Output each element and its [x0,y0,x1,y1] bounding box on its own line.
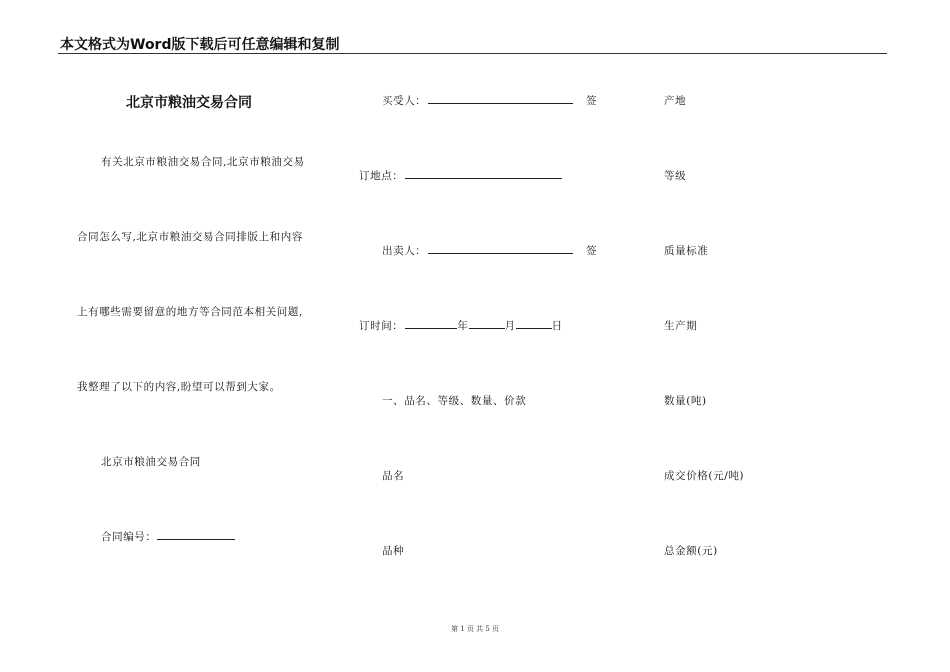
year-blank [405,319,457,329]
intro-line-1: 有关北京市粮油交易合同,北京市粮油交易 [101,156,305,168]
contract-number-blank [157,530,235,540]
seller-row [382,243,573,258]
quality-standard-label: 质量标准 [664,245,709,257]
buyer-blank [428,94,573,104]
intro-line-4: 我整理了以下的内容,盼望可以帮到大家。 [77,381,281,393]
variety-label: 品种 [382,545,405,557]
product-name-label: 品名 [382,470,405,482]
production-date-label: 生产期 [664,320,698,332]
contract-number-label: 合同编号： [101,531,157,543]
sign-place-row [359,168,562,183]
sign-time-row [359,318,563,333]
seller-blank [428,244,573,254]
document-header: 本文格式为Word版下载后可任意编辑和复制 [60,37,340,53]
page-number: 第 1 页 共 5 页 [450,625,500,633]
deal-price-label: 成交价格(元/吨) [664,470,745,482]
sign-char-1: 签 [586,95,598,107]
day-blank [516,319,552,329]
sign-char-2: 签 [586,245,598,257]
total-amount-label: 总金额(元) [664,545,718,557]
document-title: 北京市粮油交易合同 [126,95,252,111]
month-blank [469,319,505,329]
seller-label: 出卖人： [382,245,427,257]
sign-time-label: 订时间： [359,320,404,332]
intro-line-3: 上有哪些需要留意的地方等合同范本相关问题, [77,306,303,318]
grade-label: 等级 [664,170,687,182]
contract-subtitle: 北京市粮油交易合同 [101,456,201,468]
sign-place-label: 订地点： [359,170,404,182]
buyer-row [382,93,573,108]
year-label: 年 [457,320,469,332]
section-heading: 一、品名、等级、数量、价款 [382,395,527,407]
origin-label: 产地 [664,95,687,107]
header-divider [58,53,887,54]
contract-number-row [101,529,235,544]
buyer-label: 买受人： [382,95,427,107]
day-label: 日 [551,320,563,332]
intro-line-2: 合同怎么写,北京市粮油交易合同排版上和内容 [77,231,303,243]
quantity-label: 数量(吨) [664,395,707,407]
month-label: 月 [504,320,516,332]
sign-place-blank [405,169,562,179]
